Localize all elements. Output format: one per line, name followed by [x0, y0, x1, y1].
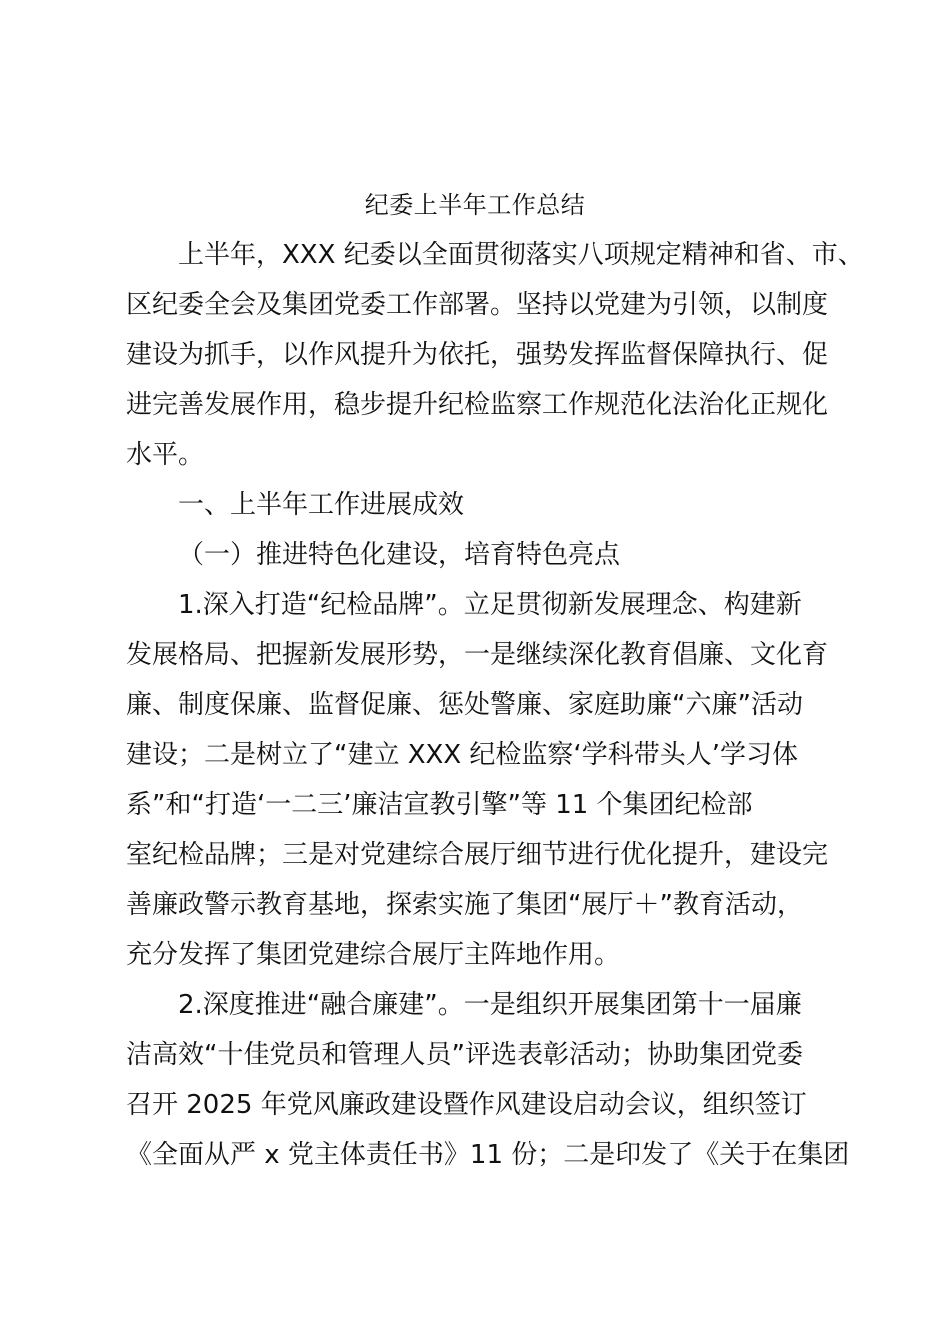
paragraph-line: 发展格局、把握新发展形势，一是继续深化教育倡廉、文化育 [126, 640, 829, 670]
paragraph-line: 1.深入打造“纪检品牌”。立足贯彻新发展理念、构建新 [178, 590, 802, 620]
subsection-heading: （一）推进特色化建设，培育特色亮点 [178, 540, 621, 570]
paragraph-line: 充分发挥了集团党建综合展厅主阵地作用。 [126, 940, 621, 970]
paragraph-line: 善廉政警示教育基地，探索实施了集团“展厅＋”教育活动， [126, 890, 803, 920]
paragraph-line: 召开 2025 年党风廉政建设暨作风建设启动会议，组织签订 [126, 1090, 807, 1120]
paragraph-line: 进完善发展作用，稳步提升纪检监察工作规范化法治化正规化 [126, 390, 829, 420]
paragraph-line: 建设；二是树立了“建立 XXX 纪检监察‘学科带头人’学习体 [126, 740, 798, 770]
paragraph-line: 水平。 [126, 440, 205, 470]
paragraph-line: 廉、制度保廉、监督促廉、惩处警廉、家庭助廉“六廉”活动 [126, 690, 803, 720]
paragraph-line: 室纪检品牌；三是对党建综合展厅细节进行优化提升，建设完 [126, 840, 829, 870]
paragraph-line: 《全面从严 x 党主体责任书》11 份；二是印发了《关于在集团 [126, 1140, 850, 1170]
paragraph-line: 建设为抓手，以作风提升为依托，强势发挥监督保障执行、促 [126, 340, 829, 370]
document-title: 纪委上半年工作总结 [364, 191, 586, 219]
paragraph-line: 洁高效“十佳党员和管理人员”评选表彰活动；协助集团党委 [126, 1040, 803, 1070]
section-heading: 一、上半年工作进展成效 [178, 490, 465, 520]
paragraph-line: 2.深度推进“融合廉建”。一是组织开展集团第十一届廉 [178, 990, 802, 1020]
paragraph-line: 区纪委全会及集团党委工作部署。坚持以党建为引领，以制度 [126, 290, 829, 320]
paragraph-line: 上半年，XXX 纪委以全面贯彻落实八项规定精神和省、市、 [178, 240, 864, 270]
paragraph-line: 系”和“打造‘一二三’廉洁宣教引擎”等 11 个集团纪检部 [126, 790, 753, 820]
